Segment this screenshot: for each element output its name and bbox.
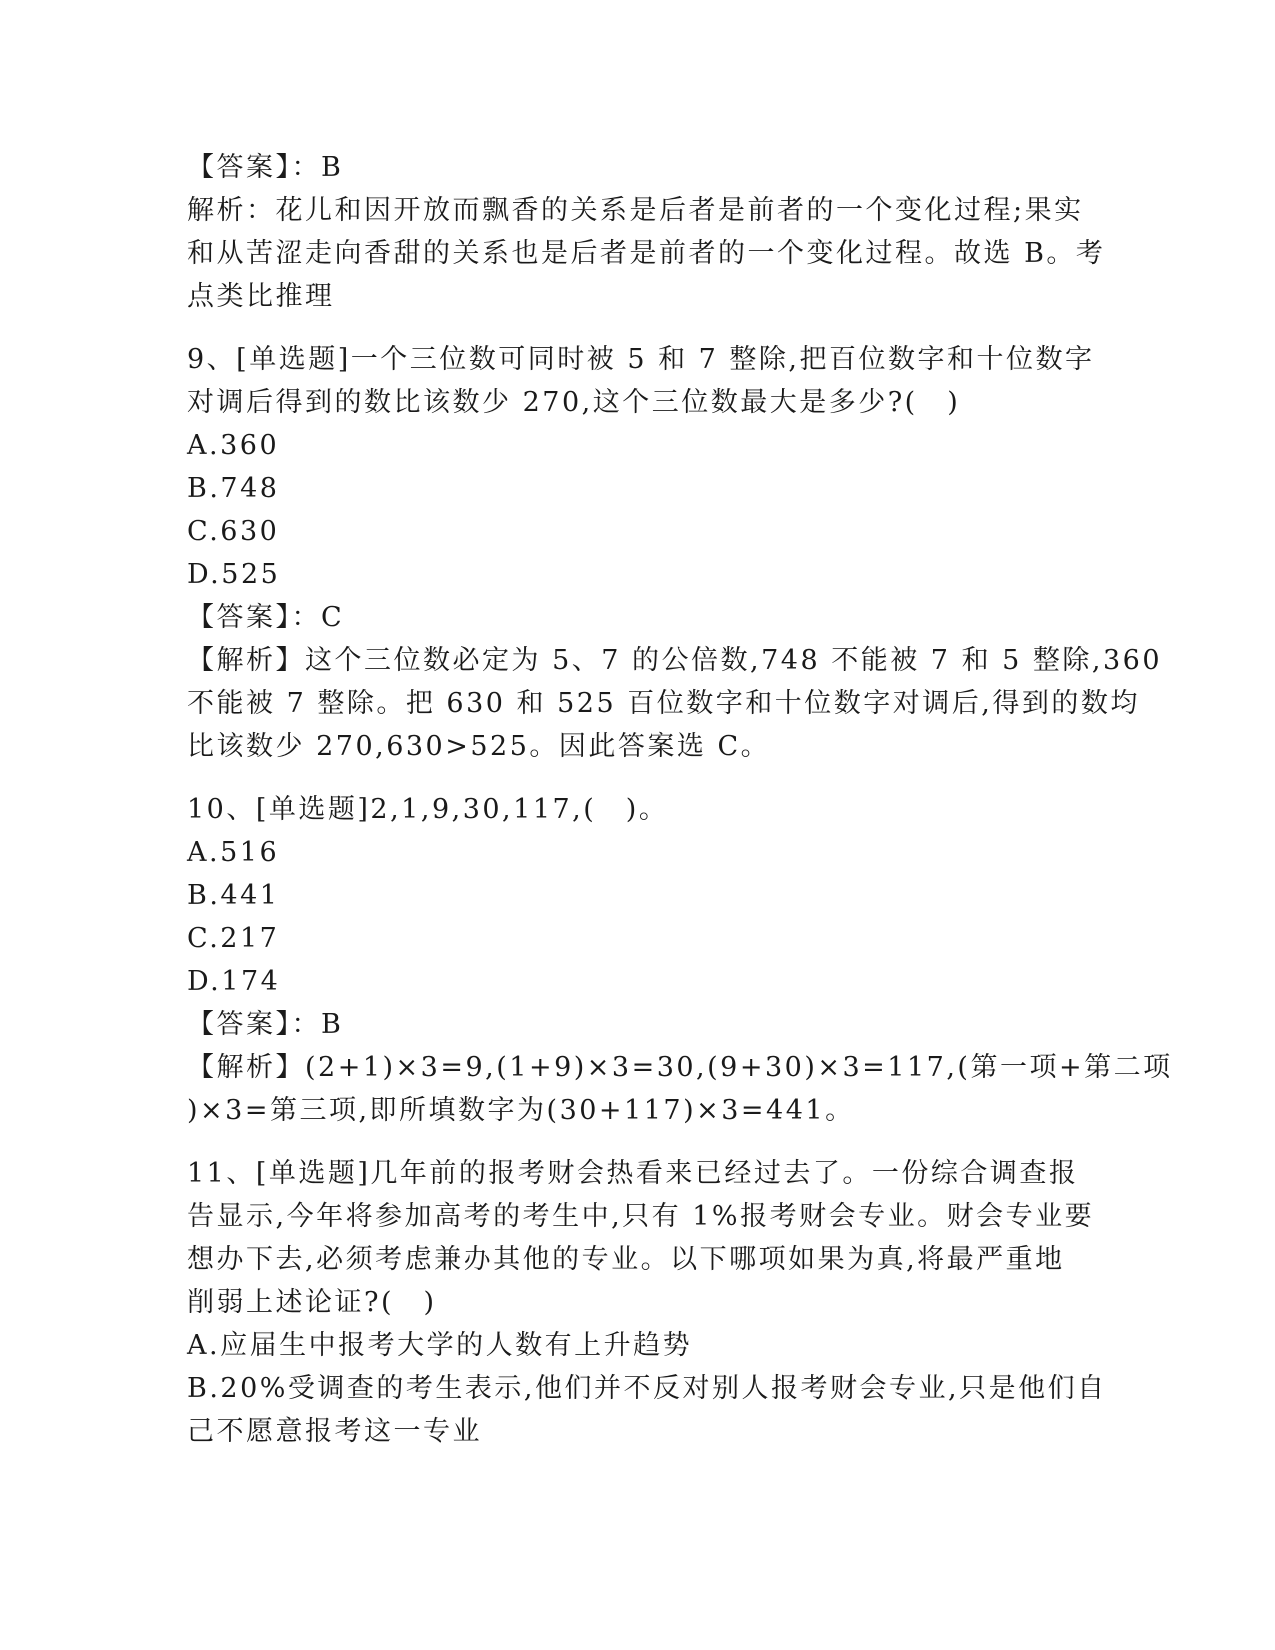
question-text-line: 削弱上述论证?( ) <box>187 1287 437 1318</box>
option-a: A.360 <box>187 430 280 461</box>
answer-label: 【答案】：B <box>187 1009 344 1040</box>
spacer <box>187 768 1087 788</box>
question-text-line: 10、[单选题]2,1,9,30,117,( )。 <box>187 794 669 825</box>
analysis-line: 比该数少 270,630>525。因此答案选 C。 <box>187 731 771 762</box>
option-d: D.525 <box>187 559 281 590</box>
answer-label: 【答案】：C <box>187 602 345 633</box>
option-b: B.20%受调查的考生表示,他们并不反对别人报考财会专业,只是他们自 <box>187 1373 1107 1404</box>
analysis-line: 不能被 7 整除。把 630 和 525 百位数字和十位数字对调后,得到的数均 <box>187 688 1140 719</box>
answer-label: 【答案】：B <box>187 152 344 183</box>
question-11 <box>187 1152 1107 1453</box>
previous-question-answer-block <box>187 146 1106 318</box>
analysis-line: 【解析】(2+1)×3=9,(1+9)×3=30,(9+30)×3=117,(第一项+第二项 <box>187 1052 1173 1083</box>
option-a: A.应届生中报考大学的人数有上升趋势 <box>187 1330 693 1361</box>
option-d: D.174 <box>187 966 281 997</box>
question-text-line: 9、[单选题]一个三位数可同时被 5 和 7 整除,把百位数字和十位数字 <box>187 344 1095 375</box>
option-b: B.441 <box>187 880 280 911</box>
spacer <box>187 318 1087 338</box>
analysis-line: 点类比推理 <box>187 281 335 312</box>
analysis-line: 解析：花儿和因开放而飘香的关系是后者是前者的一个变化过程;果实 <box>187 195 1084 226</box>
analysis-line: )×3=第三项,即所填数字为(30+117)×3=441。 <box>187 1095 855 1126</box>
question-text-line: 想办下去,必须考虑兼办其他的专业。以下哪项如果为真,将最严重地 <box>187 1244 1065 1275</box>
question-9 <box>187 338 1163 768</box>
analysis-line: 和从苦涩走向香甜的关系也是后者是前者的一个变化过程。故选 B。考 <box>187 238 1106 269</box>
document-content <box>187 146 1173 1453</box>
question-text-line: 告显示,今年将参加高考的考生中,只有 1%报考财会专业。财会专业要 <box>187 1201 1095 1232</box>
option-b: B.748 <box>187 473 280 504</box>
option-a: A.516 <box>187 837 280 868</box>
question-text-line: 对调后得到的数比该数少 270,这个三位数最大是多少?( ) <box>187 387 961 418</box>
spacer <box>187 1132 1087 1152</box>
question-10 <box>187 788 1173 1132</box>
option-c: C.217 <box>187 923 280 954</box>
question-text-line: 11、[单选题]几年前的报考财会热看来已经过去了。一份综合调查报 <box>187 1158 1079 1189</box>
option-b-continued: 己不愿意报考这一专业 <box>187 1416 482 1447</box>
option-c: C.630 <box>187 516 280 547</box>
analysis-line: 【解析】这个三位数必定为 5、7 的公倍数,748 不能被 7 和 5 整除,360 <box>187 645 1163 676</box>
